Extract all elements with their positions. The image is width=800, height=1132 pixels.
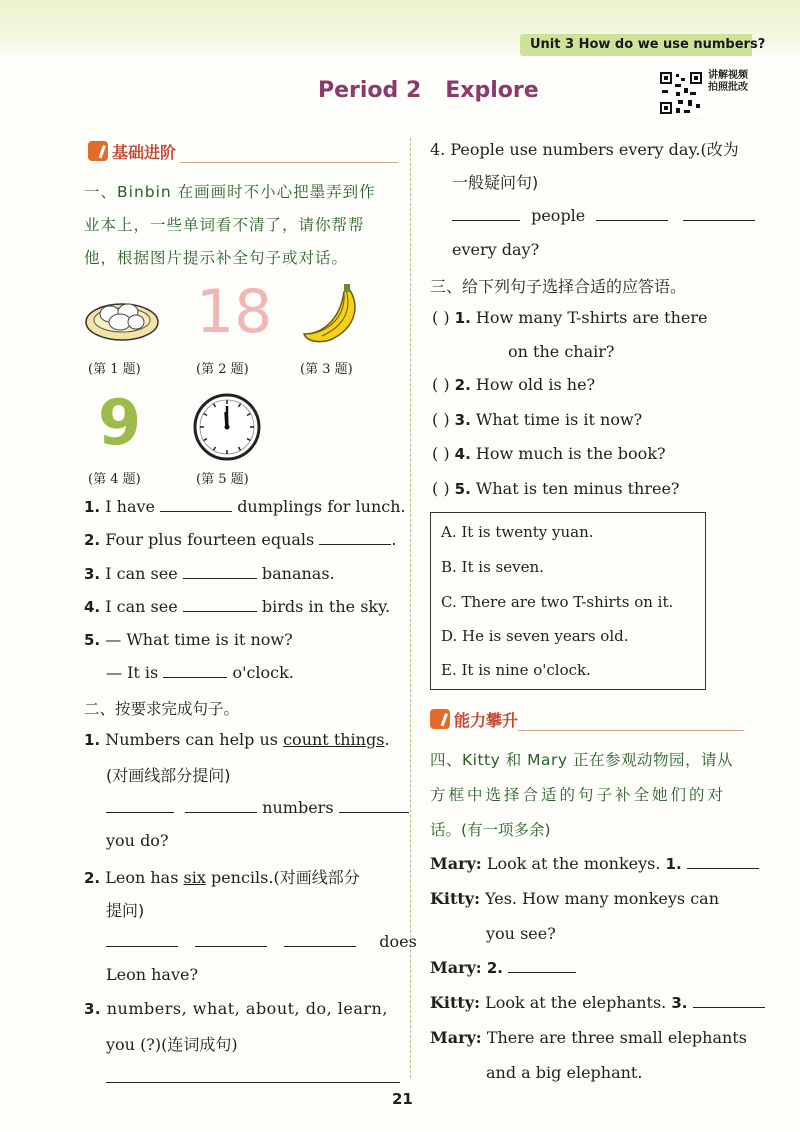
banner-advanced-label: 能力攀升	[454, 710, 519, 730]
option-b: B. It is seven.	[441, 558, 544, 576]
p2q1-blank-1[interactable]	[106, 798, 174, 813]
banner-underline-2	[518, 730, 744, 731]
p2q3-answer-line[interactable]	[106, 1082, 400, 1083]
p2q1-blank-2[interactable]	[185, 798, 257, 813]
match-q1: ( ) 1. How many T-shirts are there	[432, 308, 708, 327]
page-number: 21	[392, 1090, 413, 1108]
banner-basic	[88, 138, 176, 164]
q3-blank[interactable]	[183, 564, 257, 579]
dialog-blank-1[interactable]	[687, 854, 759, 869]
dialog-line-3: Mary: 2.	[430, 958, 576, 977]
p2q2-blanks: does	[106, 932, 417, 951]
p2q2-note: 提问)	[106, 901, 145, 920]
option-e: E. It is nine o'clock.	[441, 661, 591, 679]
p2q3-row-b: you (?)(连词成句)	[106, 1035, 238, 1054]
dialog-line-4: Kitty: Look at the elephants. 3.	[430, 993, 765, 1012]
number-18-image: 18	[196, 277, 273, 347]
q4-blank[interactable]	[183, 597, 257, 612]
p2q2-blank-1[interactable]	[106, 932, 178, 947]
page-title	[318, 78, 563, 103]
pic-label-1: (第 1 题)	[88, 362, 141, 377]
pencil-icon	[430, 709, 450, 729]
rq4-line4: every day?	[452, 240, 540, 259]
q2-blank[interactable]	[319, 530, 391, 545]
p2q1-row: 1. Numbers can help us count things.	[84, 730, 390, 749]
pic-label-5: (第 5 题)	[196, 472, 249, 487]
part4-instruction-line3: 话。(有一项多余)	[430, 821, 551, 839]
q5-row: 5. — What time is it now?	[84, 630, 293, 649]
bananas-image	[300, 284, 362, 346]
part3-instruction: 三、给下列句子选择合适的应答语。	[430, 277, 687, 296]
answer-paren-5[interactable]: ( )	[432, 479, 450, 498]
unit-header: Unit 3 How do we use numbers?	[520, 34, 752, 56]
p2q2-end: Leon have?	[106, 965, 199, 984]
pic-label-3: (第 3 题)	[300, 362, 353, 377]
q2-row: 2. Four plus fourteen equals .	[84, 530, 397, 549]
p2q2-row: 2. Leon has six pencils.(对画线部分	[84, 868, 360, 887]
p2q3-row: 3. numbers, what, about, do, learn,	[84, 999, 388, 1018]
q3-row: 3. I can see bananas.	[84, 564, 335, 583]
pic-label-4: (第 4 题)	[88, 472, 141, 487]
answer-paren-1[interactable]: ( )	[432, 308, 450, 327]
p2q2-blank-2[interactable]	[195, 932, 267, 947]
dialog-blank-3[interactable]	[693, 993, 765, 1008]
p2q1-end: you do?	[106, 831, 169, 850]
qr-code-icon[interactable]	[658, 70, 704, 116]
q1-row: 1. I have dumplings for lunch.	[84, 497, 406, 516]
part1-instruction-line2: 业本上，一些单词看不清了，请你帮帮	[84, 216, 365, 234]
dumplings-plate-image	[84, 290, 160, 342]
match-q3: ( ) 3. What time is it now?	[432, 410, 643, 429]
answer-paren-2[interactable]: ( )	[432, 375, 450, 394]
rq4-blank-3[interactable]	[683, 206, 755, 221]
number-9-image: 9	[98, 386, 142, 459]
rq4-line1: 4. People use numbers every day.(改为	[430, 140, 739, 159]
q1-blank[interactable]	[160, 497, 232, 512]
answer-paren-3[interactable]: ( )	[432, 410, 450, 429]
explore-label: Explore	[445, 78, 539, 103]
banner-basic-label: 基础进阶	[112, 142, 177, 162]
match-q1-b: on the chair?	[508, 342, 615, 361]
dialog-blank-2[interactable]	[508, 958, 576, 973]
rq4-blank-2[interactable]	[596, 206, 668, 221]
match-q2: ( ) 2. How old is he?	[432, 375, 596, 394]
option-c: C. There are two T-shirts on it.	[441, 593, 674, 611]
part2-instruction: 二、按要求完成句子。	[84, 700, 240, 718]
clock-image	[192, 392, 262, 462]
part1-instruction-line3: 他，根据图片提示补全句子或对话。	[84, 249, 349, 267]
dialog-line-2b: you see?	[486, 924, 556, 943]
part4-instruction-line1: 四、Kitty 和 Mary 正在参观动物园，请从	[430, 751, 733, 769]
part1-instruction-line1: 一、Binbin 在画画时不小心把墨弄到作	[84, 183, 376, 201]
period-label: Period 2	[318, 78, 422, 103]
options-box	[430, 512, 706, 690]
dialog-line-5b: and a big elephant.	[486, 1063, 643, 1082]
rq4-line2: 一般疑问句)	[452, 173, 539, 192]
p2q1-blanks: numbers	[106, 798, 409, 817]
part4-instruction-line2: 方框中选择合适的句子补全她们的对	[430, 786, 727, 804]
answer-paren-4[interactable]: ( )	[432, 444, 450, 463]
pencil-icon	[88, 141, 108, 161]
q5-row-b: — It is o'clock.	[106, 663, 294, 682]
option-a: A. It is twenty yuan.	[441, 523, 594, 541]
p2q1-blank-3[interactable]	[339, 798, 409, 813]
banner-advanced	[430, 706, 518, 732]
match-q5: ( ) 5. What is ten minus three?	[432, 479, 680, 498]
option-d: D. He is seven years old.	[441, 627, 629, 645]
banner-underline	[180, 162, 398, 163]
q4-row: 4. I can see birds in the sky.	[84, 597, 391, 616]
rq4-line3: people	[452, 206, 755, 225]
dialog-line-5: Mary: There are three small elephants	[430, 1028, 747, 1047]
p2q2-blank-3[interactable]	[284, 932, 356, 947]
dialog-line-1: Mary: Look at the monkeys. 1.	[430, 854, 759, 873]
dialog-line-2: Kitty: Yes. How many monkeys can	[430, 889, 720, 908]
p2q1-note: (对画线部分提问)	[106, 766, 231, 785]
match-q4: ( ) 4. How much is the book?	[432, 444, 666, 463]
rq4-blank-1[interactable]	[452, 206, 520, 221]
q5-blank[interactable]	[163, 663, 227, 678]
pic-label-2: (第 2 题)	[196, 362, 249, 377]
qr-caption: 讲解视频 拍照批改	[708, 70, 748, 93]
